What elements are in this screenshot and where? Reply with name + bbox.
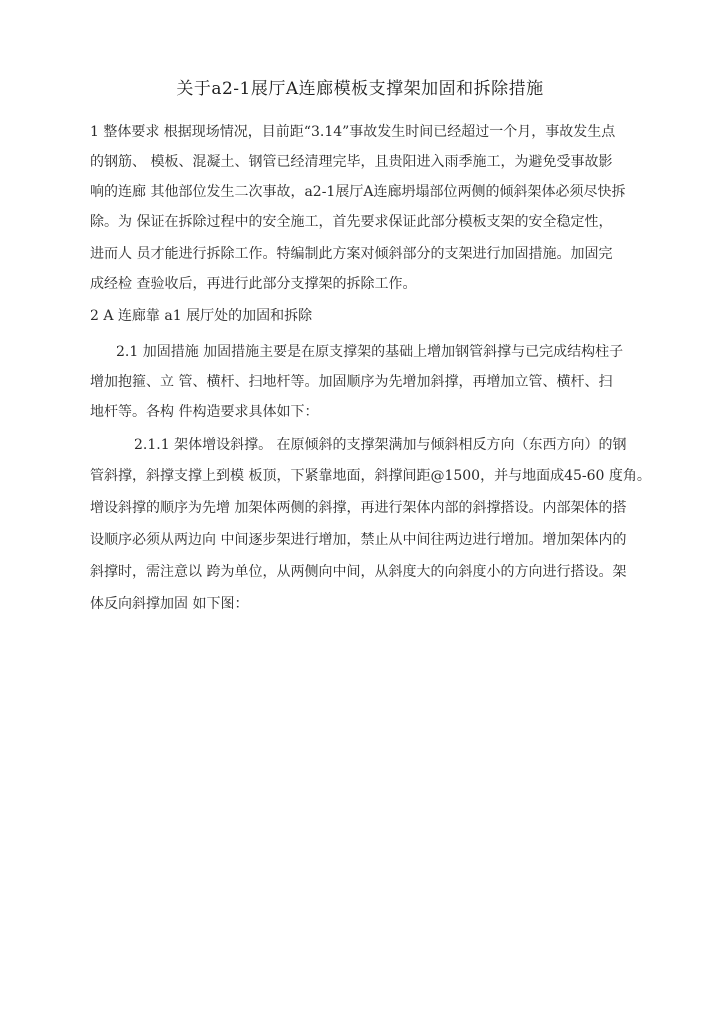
- document-title: 关于a2-1展厅A连廊模板支撑架加固和拆除措施: [176, 79, 544, 99]
- section1-line-3: 响的连廊 其他部位发生二次事故，a2-1展厅A连廊坍塌部位两侧的倾斜架体必须尽快拆: [90, 184, 626, 200]
- section2-heading: 2 A 连廊靠 a1 展厅处的加固和拆除: [90, 308, 313, 324]
- section1-line-5: 进而人 员才能进行拆除工作。特编制此方案对倾斜部分的支架进行加固措施。加固完: [90, 246, 613, 262]
- sub211-line-3: 增设斜撑的顺序为先增 加架体两侧的斜撑，再进行架体内部的斜撑搭设。内部架体的搭: [90, 500, 627, 516]
- sub211-line-2: 管斜撑，斜撑支撑上到模 板顶，下紧靠地面，斜撑间距@1500，并与地面成45-60 度角。: [90, 468, 651, 484]
- sub211-line-4: 设顺序必须从两边向 中间逐步架进行增加，禁止从中间往两边进行增加。增加架体内的: [90, 532, 627, 548]
- section1-line-2: 的钢筋、 模板、混凝土、钢管已经清理完毕，且贵阳进入雨季施工，为避免受事故影: [90, 154, 613, 170]
- section1-line-4: 除。为 保证在拆除过程中的安全施工，首先要求保证此部分模板支架的安全稳定性，: [90, 214, 613, 230]
- sub21-line-1: 2.1 加固措施 加固措施主要是在原支撑架的基础上增加钢管斜撑与已完成结构柱子: [116, 344, 624, 360]
- sub211-line-5: 斜撑时，需注意以 跨为单位，从两侧向中间，从斜度大的向斜度小的方向进行搭设。架: [90, 564, 627, 580]
- sub21-line-3: 地杆等。各构 件构造要求具体如下：: [90, 404, 319, 420]
- section1-line-1: 1 整体要求 根据现场情况，目前距“3.14”事故发生时间已经超过一个月，事故发生点: [90, 124, 616, 140]
- sub211-line-6: 体反向斜撑加固 如下图：: [90, 596, 249, 612]
- sub21-line-2: 增加抱箍、立 管、横杆、扫地杆等。加固顺序为先增加斜撑，再增加立管、横杆、扫: [90, 374, 613, 390]
- section1-line-6: 成经检 查验收后，再进行此部分支撑架的拆除工作。: [90, 276, 417, 292]
- sub211-line-1: 2.1.1 架体增设斜撑。 在原倾斜的支撑架满加与倾斜相反方向（东西方向）的钢: [134, 437, 627, 453]
